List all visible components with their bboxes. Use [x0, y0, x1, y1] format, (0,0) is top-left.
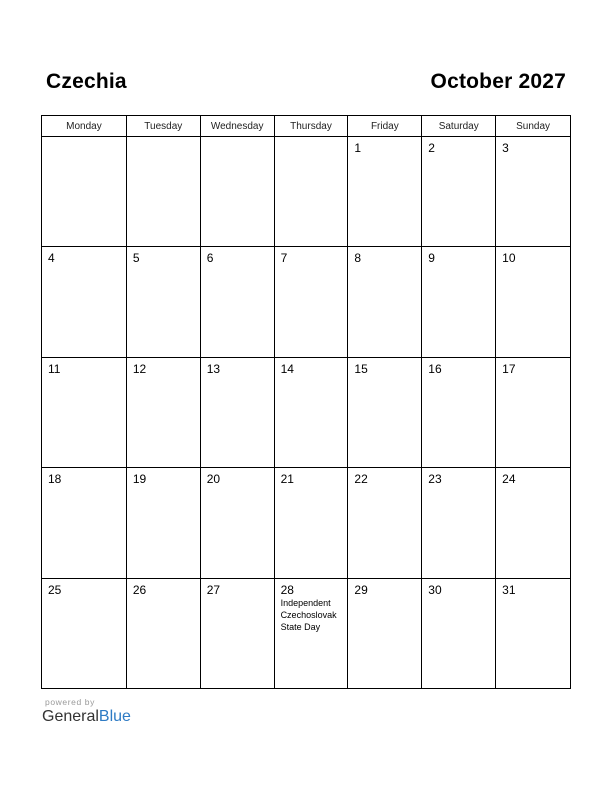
- day-number: 11: [48, 361, 61, 376]
- week-row: [42, 468, 571, 578]
- weekday-monday: Monday: [42, 116, 127, 137]
- day-cell: [348, 358, 422, 468]
- month-title: October 2027: [430, 70, 566, 93]
- day-cell: [348, 468, 422, 578]
- day-cell: [127, 137, 201, 247]
- week-row: [42, 579, 571, 689]
- day-cell: [422, 137, 496, 247]
- day-number: 25: [48, 582, 62, 597]
- day-cell: [275, 137, 349, 247]
- weekday-thursday: Thursday: [275, 116, 349, 137]
- day-cell: [42, 247, 127, 357]
- weekday-saturday: Saturday: [422, 116, 496, 137]
- day-cell: [496, 358, 571, 468]
- powered-by-text: powered by: [45, 697, 95, 707]
- day-cell: [127, 358, 201, 468]
- day-number: 14: [280, 361, 294, 376]
- day-cell: [422, 358, 496, 468]
- day-cell: [201, 358, 275, 468]
- day-number: 22: [354, 472, 368, 487]
- day-number: 15: [354, 361, 368, 376]
- day-cell: [422, 247, 496, 357]
- day-number: 29: [354, 582, 368, 597]
- weekday-friday: Friday: [348, 116, 422, 137]
- day-cell: [348, 137, 422, 247]
- day-cell: [201, 468, 275, 578]
- day-cell: [42, 468, 127, 578]
- day-number: 24: [502, 472, 516, 487]
- day-cell: [42, 579, 127, 689]
- day-cell: [275, 247, 349, 357]
- holiday-label: Independent Czechoslovak State Day: [280, 597, 337, 632]
- day-number: 16: [428, 361, 442, 376]
- day-number: 20: [206, 472, 221, 487]
- day-cell: [348, 247, 422, 357]
- weekday-sunday: Sunday: [496, 116, 571, 137]
- brand-general-text: General: [42, 708, 99, 725]
- day-cell: [127, 468, 201, 578]
- week-row: [42, 358, 571, 468]
- day-cell: [42, 358, 127, 468]
- week-row: [42, 137, 571, 247]
- day-number: 5: [132, 251, 140, 266]
- day-number: 31: [502, 582, 516, 597]
- day-number: 21: [280, 472, 294, 487]
- day-cell: [496, 247, 571, 357]
- day-cell: [201, 137, 275, 247]
- day-number: 19: [132, 472, 147, 487]
- weekday-tuesday: Tuesday: [127, 116, 201, 137]
- day-cell: [127, 579, 201, 689]
- day-number: 9: [428, 251, 435, 266]
- day-number: 12: [132, 361, 147, 376]
- day-number: 6: [206, 251, 214, 266]
- day-cell: [275, 468, 349, 578]
- day-cell: [201, 579, 275, 689]
- day-number: 27: [206, 582, 221, 597]
- generalblue-logo: [42, 708, 131, 726]
- day-cell: [42, 137, 127, 247]
- day-cell: [275, 579, 349, 689]
- day-number: 28: [280, 582, 294, 597]
- day-number: 18: [48, 472, 62, 487]
- brand-blue-text: Blue: [98, 708, 131, 725]
- day-number: 30: [428, 582, 442, 597]
- week-row: [42, 247, 571, 357]
- day-number: 3: [502, 141, 509, 155]
- day-cell: [496, 579, 571, 689]
- day-number: 2: [428, 141, 435, 155]
- day-number: 13: [206, 361, 221, 376]
- country-title: Czechia: [46, 70, 127, 93]
- weekday-header-row: [42, 116, 571, 137]
- day-number: 23: [428, 472, 442, 487]
- day-cell: [496, 468, 571, 578]
- weekday-wednesday: Wednesday: [201, 116, 275, 137]
- day-number: 1: [354, 141, 362, 155]
- day-cell: [127, 247, 201, 357]
- day-cell: [422, 468, 496, 578]
- day-cell: [496, 137, 571, 247]
- day-cell: [275, 358, 349, 468]
- day-cell: [348, 579, 422, 689]
- day-number: 17: [502, 361, 516, 376]
- day-number: 8: [354, 251, 362, 266]
- day-number: 4: [48, 251, 55, 266]
- calendar-grid: [41, 115, 571, 689]
- day-number: 7: [280, 251, 288, 266]
- day-number: 10: [502, 251, 516, 266]
- day-cell: [422, 579, 496, 689]
- day-number: 26: [132, 582, 147, 597]
- day-cell: [201, 247, 275, 357]
